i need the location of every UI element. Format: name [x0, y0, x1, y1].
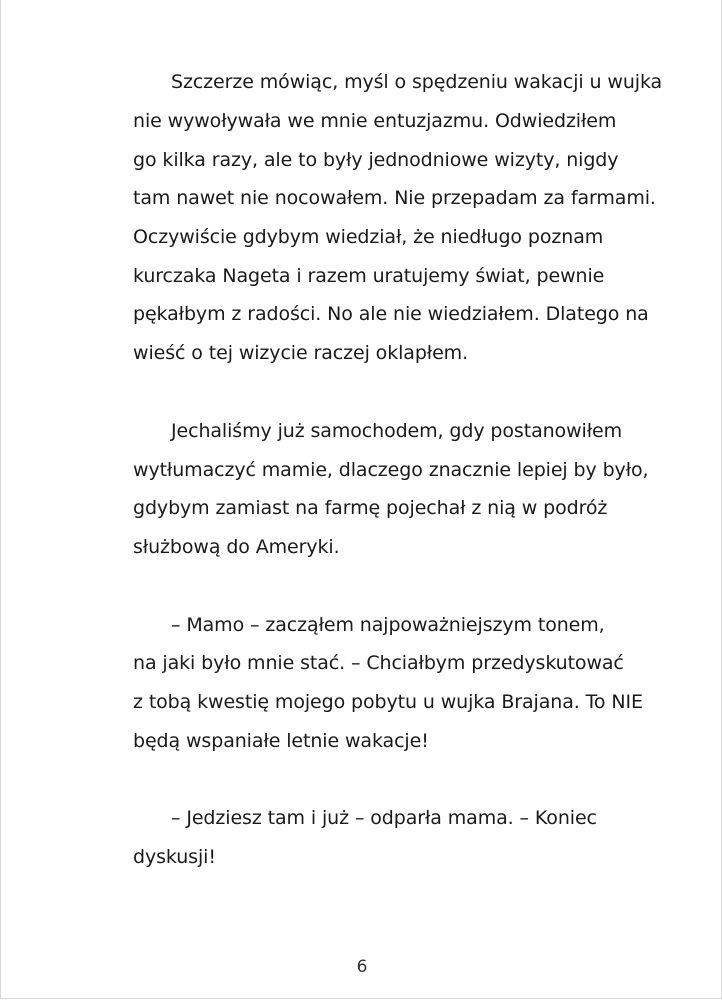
text-line: – Jedziesz tam i już – odparła mama. – Koniec	[171, 807, 597, 829]
text-line: tam nawet nie nocowałem. Nie przepadam za farmami.	[133, 187, 656, 209]
text-line: go kilka razy, ale to były jednodniowe wizyty, nigdy	[133, 149, 619, 171]
text-line: dyskusji!	[133, 846, 216, 868]
text-line: służbową do Ameryki.	[133, 536, 340, 558]
page-number: 6	[356, 957, 368, 977]
text-line: wieść o tej wizycie raczej oklapłem.	[133, 342, 469, 364]
text-line: pękałbym z radości. No ale nie wiedziałem. Dlatego na	[133, 303, 649, 325]
text-line: na jaki było mnie stać. – Chciałbym przedyskutować	[133, 652, 624, 674]
text-line: będą wspaniałe letnie wakacje!	[133, 730, 429, 752]
text-line: Oczywiście gdybym wiedział, że niedługo poznam	[133, 226, 604, 248]
text-line: Jechaliśmy już samochodem, gdy postanowiłem	[171, 420, 622, 442]
text-line: – Mamo – zacząłem najpoważniejszym tonem,	[171, 614, 605, 636]
text-line: Szczerze mówiąc, myśl o spędzeniu wakacji u wujka	[171, 71, 663, 93]
text-line: nie wywoływała we mnie entuzjazmu. Odwiedziłem	[133, 110, 617, 132]
text-line: wytłumaczyć mamie, dlaczego znacznie lepiej by było,	[133, 459, 649, 481]
text-line: z tobą kwestię mojego pobytu u wujka Brajana. To NIE	[133, 691, 643, 713]
text-line: gdybym zamiast na farmę pojechał z nią w podróż	[133, 497, 608, 519]
text-line: kurczaka Nageta i razem uratujemy świat, pewnie	[133, 265, 605, 287]
